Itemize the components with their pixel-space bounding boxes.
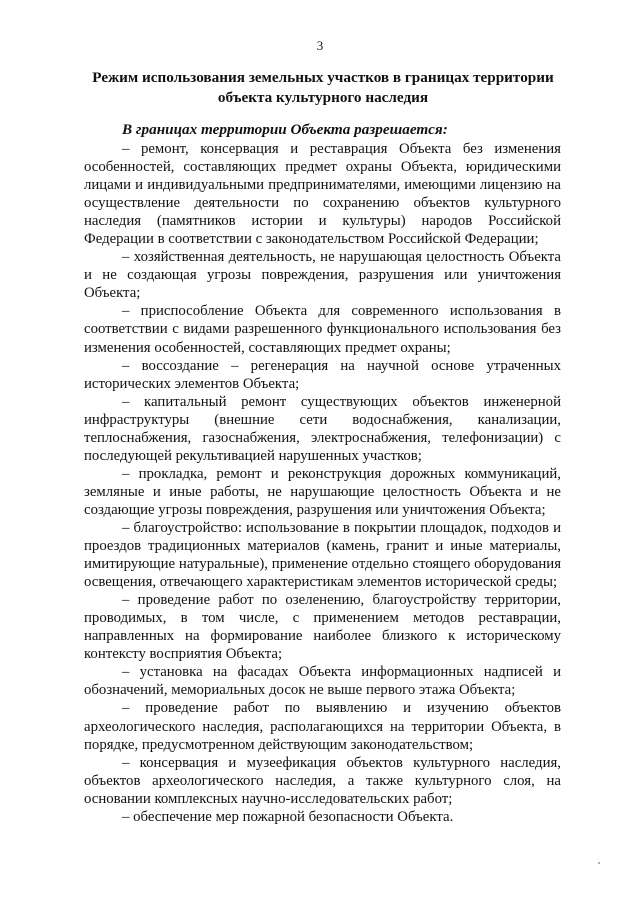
list-item: – консервация и музеефикация объектов культурного наследия, объектов археологического наследия, а также культурного слоя, на основании комплексных научно-исследовательских работ; (84, 754, 561, 807)
title-line-1: Режим использования земельных участков в границах территории (92, 69, 554, 86)
list-item: – воссоздание – регенерация на научной основе утраченных исторических элементов Объекта; (84, 357, 561, 392)
list-item: – хозяйственная деятельность, не нарушающая целостность Объекта и не создающая угрозы повреждения, разрушения или уничтожения Объекта; (84, 249, 561, 302)
section-subtitle: В границах территории Объекта разрешается: (122, 121, 448, 138)
list-item: – капитальный ремонт существующих объектов инженерной инфраструктуры (внешние сети водоснабжения, канализации, теплоснабжения, газоснабжения, электроснабжения, телефонизации) с последующей рекультивацией нарушенных участков; (84, 393, 561, 464)
scan-artifact (598, 862, 600, 864)
list-item: – прокладка, ремонт и реконструкция дорожных коммуникаций, земляные и иные работы, не нарушающие целостность Объекта и не создающие угрозы повреждения, разрушения или уничтожения Объекта; (84, 465, 561, 518)
list-item: – проведение работ по озеленению, благоустройству территории, проводимых, в том числе, с применением методов реставрации, направленных на формирование наиболее близкого к историческому контексту восприятия Объекта; (84, 592, 561, 663)
document-title (84, 68, 562, 108)
list-item: – приспособление Объекта для современного использования в соответствии с видами разрешенного функционального использования без изменения особенностей, составляющих предмет охраны; (84, 303, 561, 356)
list-item: – проведение работ по выявлению и изучению объектов археологического наследия, располагающихся на территории Объекта, в порядке, предусмотренном действующим законодательством; (84, 700, 561, 753)
list-item: – ремонт, консервация и реставрация Объекта без изменения особенностей, составляющих предмет охраны Объекта, юридическими лицами и индивидуальными предпринимателями, имеющими лицензию на осуществление деятельности по сохранению объектов культурного наследия (памятников истории и культуры) народов Российской Федерации в соответствии с законодательством Российской Федерации; (84, 141, 561, 248)
list-item: – благоустройство: использование в покрытии площадок, подходов и проездов традиционных материалов (камень, гранит и иные материалы, имитирующие натуральные), применение отдельно стоящего оборудования освещения, отвечающего характеристикам элементов исторической среды; (84, 519, 561, 591)
page-number: 3 (316, 38, 324, 53)
list-item: – обеспечение мер пожарной безопасности Объекта. (122, 808, 454, 825)
list-item: – установка на фасадах Объекта информационных надписей и обозначений, мемориальных досок не выше первого этажа Объекта; (84, 664, 561, 699)
permitted-activities-list (84, 140, 561, 826)
title-line-2: объекта культурного наследия (217, 89, 429, 106)
